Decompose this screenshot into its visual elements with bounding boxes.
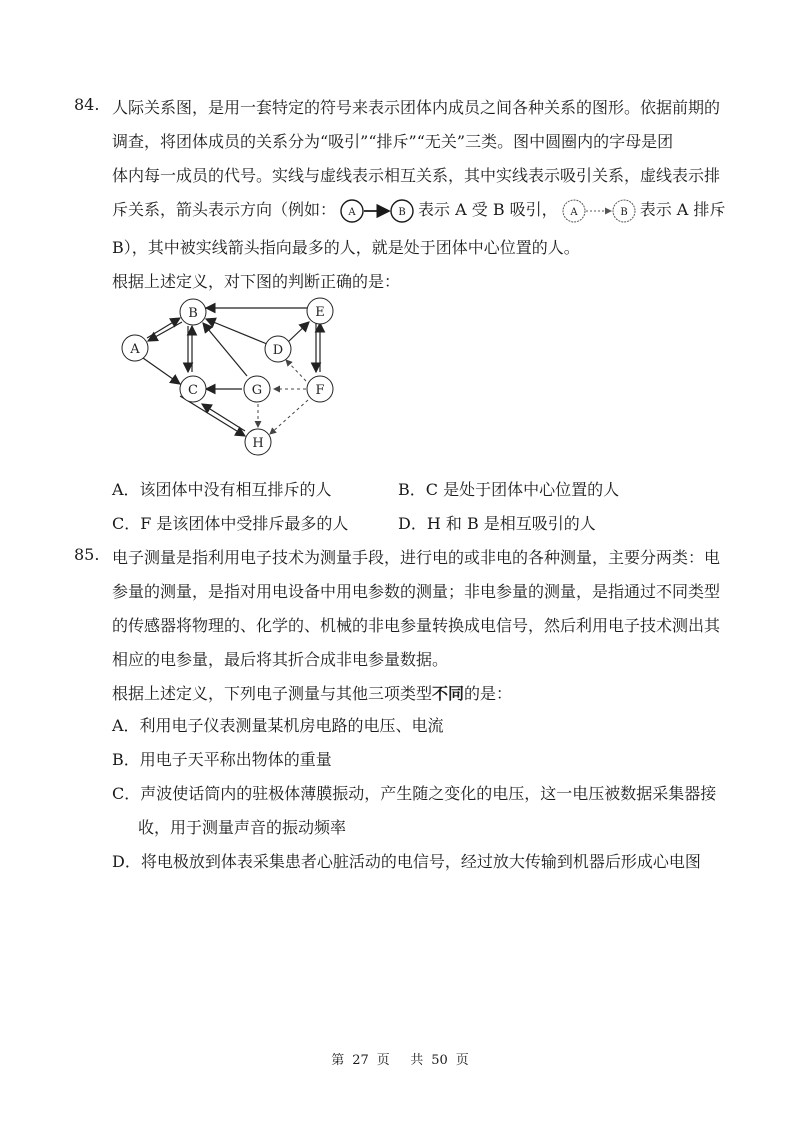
node-g-label: G bbox=[251, 383, 263, 398]
q84-option-a[interactable]: A．该团体中没有相互排斥的人 bbox=[112, 480, 332, 499]
q85-number: 85. bbox=[74, 545, 100, 564]
node-f bbox=[307, 376, 333, 402]
q84-prompt: 根据上述定义，对下图的判断正确的是： bbox=[112, 272, 401, 291]
q85-option-c[interactable]: C．声波使话筒内的驻极体薄膜振动，产生随之变化的电压，这一电压被数据采集器接 bbox=[112, 784, 717, 803]
example2-node-b-label: B bbox=[620, 206, 628, 218]
q84-option-b[interactable]: B．C 是处于团体中心位置的人 bbox=[398, 480, 620, 499]
node-g bbox=[244, 376, 270, 402]
example-repulsion-icon bbox=[561, 198, 637, 224]
q84-para-line-3: 体内每一成员的代号。实线与虚线表示相互关系，其中实线表示吸引关系，虚线表示排 bbox=[112, 166, 721, 185]
relationship-diagram bbox=[110, 292, 350, 462]
example2-description: 表示 A 排斥 bbox=[639, 200, 726, 219]
node-d bbox=[265, 336, 291, 362]
q84-para-line-4-text: 斥关系，箭头表示方向（例如： bbox=[112, 200, 337, 219]
footer-prefix: 第 bbox=[331, 1053, 345, 1068]
q85-para-line-2: 参量的测量，是指对用电设备中用电参数的测量；非电参量的测量，是指通过不同类型 bbox=[112, 582, 721, 601]
node-d-label: D bbox=[272, 343, 284, 358]
q84-para-line-5: B），其中被实线箭头指向最多的人，就是处于团体中心位置的人。 bbox=[112, 238, 580, 257]
example1-node-a-label: A bbox=[348, 206, 356, 218]
q84-para-line-2: 调查，将团体成员的关系分为“吸引”“排斥”“无关”三类。图中圆圈内的字母是团 bbox=[112, 132, 674, 151]
q85-prompt-pre: 根据上述定义，下列电子测量与其他三项类型 bbox=[112, 684, 433, 703]
q85-option-b[interactable]: B．用电子天平称出物体的重量 bbox=[112, 750, 332, 769]
q84-number: 84. bbox=[74, 95, 100, 114]
example2-node-a-label: A bbox=[570, 206, 578, 218]
edge-b-to-a bbox=[148, 322, 182, 341]
q85-para-line-1: 电子测量是指利用电子技术为测量手段，进行电的或非电的各种测量，主要分两类：电 bbox=[112, 548, 721, 567]
node-e-label: E bbox=[315, 305, 325, 320]
footer-total-pages: 50 bbox=[431, 1053, 448, 1068]
q85-option-c-continued: 收，用于测量声音的振动频率 bbox=[138, 818, 347, 837]
q85-para-line-3: 的传感器将物理的、化学的、机械的非电参量转换成电信号，然后利用电子技术测出其 bbox=[112, 616, 721, 635]
edge-g-to-b bbox=[203, 323, 247, 376]
q85-prompt bbox=[112, 681, 512, 704]
q84-para-line-1: 人际关系图，是用一套特定的符号来表示团体内成员之间各种关系的图形。依据前期的 bbox=[112, 98, 721, 117]
edge-a-to-b bbox=[147, 318, 180, 338]
footer-page-number: 27 bbox=[352, 1053, 369, 1068]
edge-f-repels-d bbox=[286, 360, 306, 381]
edge-f-repels-h bbox=[270, 400, 308, 434]
node-h bbox=[245, 429, 271, 455]
q85-prompt-emphasis: 不同 bbox=[432, 684, 465, 703]
q85-option-a[interactable]: A．利用电子仪表测量某机房电路的电压、电流 bbox=[112, 716, 444, 735]
node-c-label: C bbox=[188, 383, 198, 398]
q84-option-c[interactable]: C．F 是该团体中受排斥最多的人 bbox=[112, 514, 349, 533]
example-attraction-icon bbox=[339, 198, 415, 224]
node-b-label: B bbox=[188, 306, 198, 321]
node-e bbox=[307, 298, 333, 324]
footer-suffix: 页 bbox=[455, 1053, 469, 1068]
node-a bbox=[122, 335, 148, 361]
q85-para-line-4: 相应的电参量，最后将其折合成非电参量数据。 bbox=[112, 650, 449, 669]
node-a-label: A bbox=[130, 342, 140, 357]
node-c bbox=[180, 376, 206, 402]
edge-d-to-e bbox=[288, 322, 309, 342]
edge-d-to-b bbox=[206, 319, 267, 344]
footer-page-word: 页 bbox=[376, 1053, 390, 1068]
edge-h-to-c bbox=[202, 404, 245, 431]
node-h-label: H bbox=[252, 436, 264, 451]
q84-option-d[interactable]: D．H 和 B 是相互吸引的人 bbox=[398, 514, 596, 533]
example1-node-b-label: B bbox=[398, 206, 406, 218]
q85-prompt-post: 的是： bbox=[464, 684, 513, 703]
q85-option-d[interactable]: D．将电极放到体表采集患者心脏活动的电信号，经过放大传输到机器后形成心电图 bbox=[112, 852, 701, 871]
edge-a-to-c bbox=[143, 358, 180, 384]
page-footer bbox=[0, 1049, 800, 1068]
node-b bbox=[180, 299, 206, 325]
footer-total-prefix: 共 bbox=[410, 1053, 424, 1068]
node-f-label: F bbox=[315, 383, 325, 398]
q84-para-line-4 bbox=[112, 197, 725, 224]
example1-description: 表示 A 受 B 吸引， bbox=[418, 200, 558, 219]
